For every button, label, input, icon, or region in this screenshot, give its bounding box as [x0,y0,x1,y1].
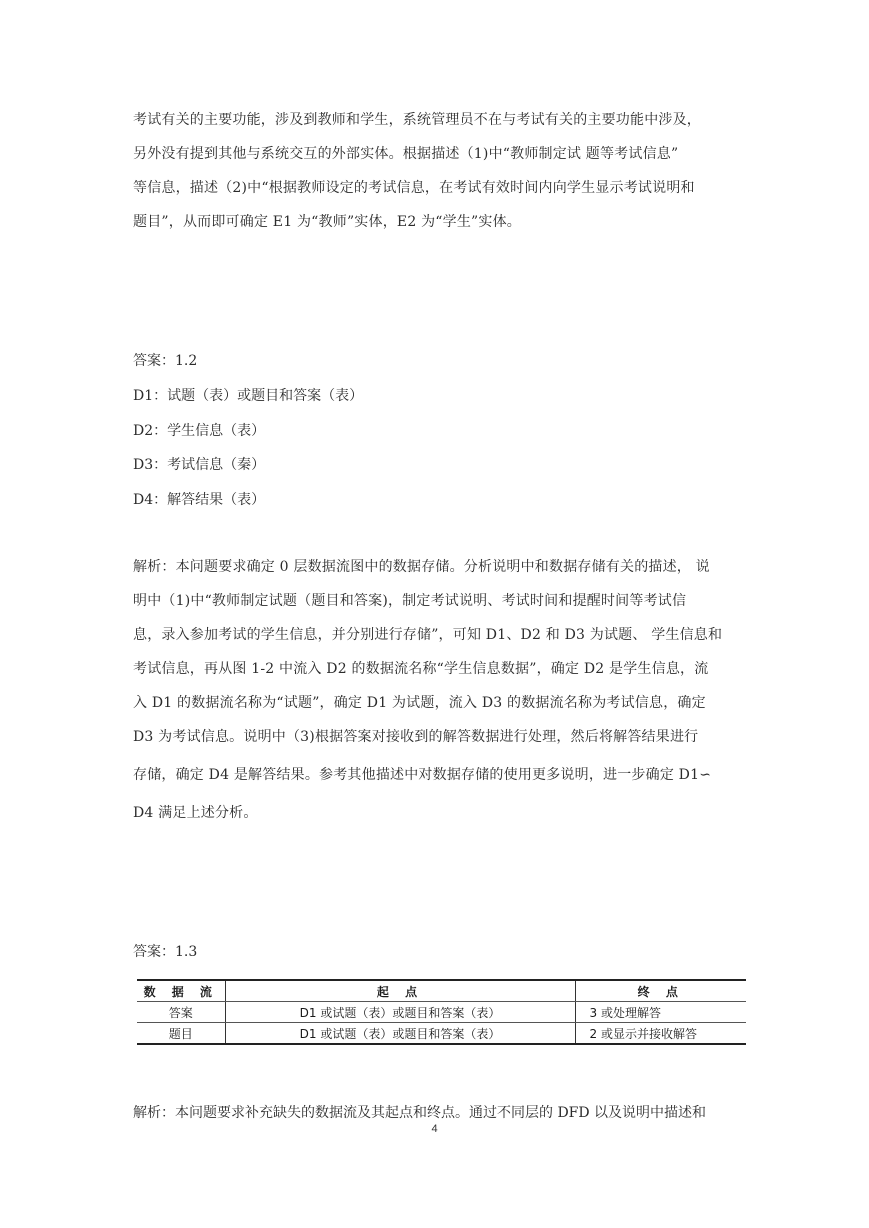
header-end-point: 终 点 [575,980,746,1002]
data-flow-table [137,979,746,1045]
text-line: 考试有关的主要功能，涉及到教师和学生，系统管理员不在与考试有关的主要功能中涉及， [133,112,701,128]
text-line: 等信息，描述（2)中“根据教师设定的考试信息，在考试有效时间内向学生显示考试说明和 [133,180,695,196]
cell-data-flow: 题目 [137,1023,225,1045]
analysis-paragraph-3: 解析：本问题要求补充缺失的数据流及其起点和终点。通过不同层的 DFD 以及说明中描述和 [133,1105,707,1121]
text-line: 题目”，从而即可确定 E1 为“教师”实体，E2 为“学生”实体。 [133,214,521,230]
text-line: 存储，确定 D4 是解答结果。参考其他描述中对数据存储的使用更多说明，进一步确定 D1∽ [133,767,712,783]
text-line: 明中（1)中“教师制定试题（题目和答案)，制定考试说明、考试时间和提醒时间等考试信 [133,593,687,609]
text-line: D4 满足上述分析。 [133,805,258,821]
cell-start-point: D1 或试题（表）或题目和答案（表） [225,1002,575,1023]
header-data-flow: 数 据 流 [137,980,225,1002]
text-line: 考试信息，再从图 1-2 中流入 D2 的数据流名称“学生信息数据”，确定 D2 是学生信息，流 [133,661,709,677]
answer-d4: D4：解答结果（表） [133,492,266,508]
cell-end-point: 2 或显示并接收解答 [575,1023,746,1045]
table-row [137,1002,746,1023]
text-line: 解析：本问题要求确定 0 层数据流图中的数据存储。分析说明中和数据存储有关的描述， 说 [133,559,710,575]
answer-d3: D3：考试信息（秦） [133,457,266,473]
cell-data-flow: 答案 [137,1002,225,1023]
answer-1-2-label: 答案：1.2 [133,353,198,369]
header-start-point: 起 点 [225,980,575,1002]
answer-d2: D2：学生信息（表） [133,423,266,439]
answer-d1: D1：试题（表）或题目和答案（表） [133,388,364,404]
text-line: D3 为考试信息。说明中（3)根据答案对接收到的解答数据进行处理，然后将解答结果进行 [133,729,699,745]
text-line: 入 D1 的数据流名称为“试题”，确定 D1 为试题，流入 D3 的数据流名称为考试信息，确定 [133,695,706,711]
text-line: 另外没有提到其他与系统交互的外部实体。根据描述（1)中“教师制定试 题等考试信息” [133,146,679,162]
page-number: 4 [431,1123,438,1135]
table-header-row [137,980,746,1002]
cell-start-point: D1 或试题（表）或题目和答案（表） [225,1023,575,1045]
cell-end-point: 3 或处理解答 [575,1002,746,1023]
analysis-paragraph-2 [133,550,741,830]
text-line: 息，录入参加考试的学生信息，并分别进行存储”，可知 D1、D2 和 D3 为试题、 学生信息和 [133,627,723,643]
table-row [137,1023,746,1045]
answer-1-3-label: 答案：1.3 [133,944,198,960]
analysis-paragraph-1 [133,103,741,239]
